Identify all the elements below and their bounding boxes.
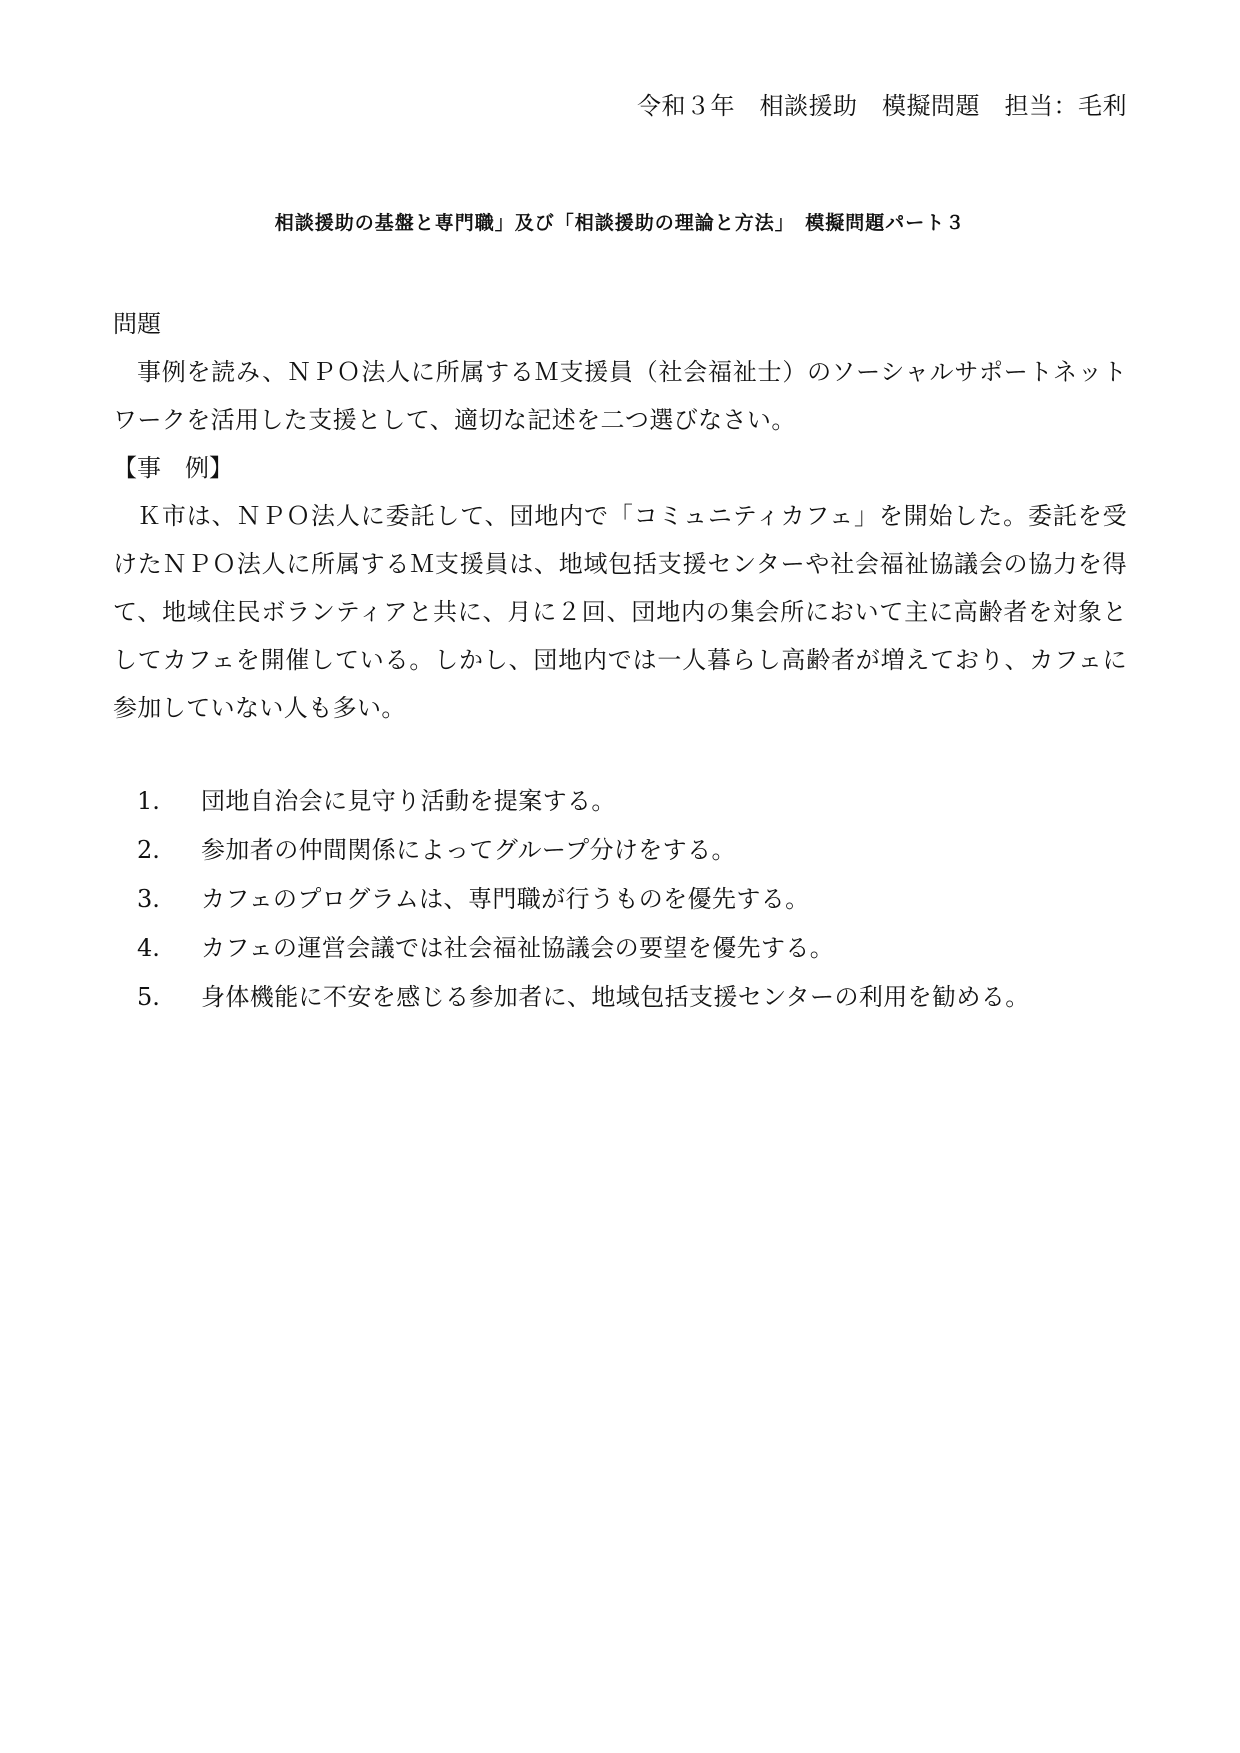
option-text: 参加者の仲間関係によってグループ分けをする。 [201, 836, 736, 864]
answer-option [137, 875, 1127, 924]
answer-option [137, 777, 1127, 826]
option-number: 2. [137, 836, 160, 864]
case-label: 【事 例】 [113, 454, 233, 482]
option-number: 5. [137, 983, 160, 1011]
answer-options [137, 777, 1127, 1022]
option-text: カフェのプログラムは、専門職が行うものを優先する。 [201, 885, 810, 913]
question-body [113, 300, 1127, 732]
answer-option [137, 973, 1127, 1022]
answer-option [137, 826, 1127, 875]
option-text: 身体機能に不安を感じる参加者に、地域包括支援センターの利用を勧める。 [201, 983, 1030, 1011]
question-label: 問題 [113, 310, 161, 338]
option-text: 団地自治会に見守り活動を提案する。 [201, 787, 616, 815]
document-title: 相談援助の基盤と専門職」及び「相談援助の理論と方法」 模擬問題パート３ [274, 212, 966, 234]
answer-option [137, 924, 1127, 973]
question-prompt: 事例を読み、ＮＰＯ法人に所属するＭ支援員（社会福祉士）のソーシャルサポートネットワークを活用した支援として、適切な記述を二つ選びなさい。 [113, 358, 1127, 434]
case-text: Ｋ市は、ＮＰＯ法人に委託して、団地内で「コミュニティカフェ」を開始した。委託を受けたＮＰＯ法人に所属するＭ支援員は、地域包括支援センターや社会福祉協議会の協力を得て、地域住民ボランティアと共に、月に２回、団地内の集会所において主に高齢者を対象としてカフェを開催している。しかし、団地内では一人暮らし高齢者が増えており、カフェに参加していない人も多い。 [113, 502, 1127, 722]
option-number: 1. [137, 787, 160, 815]
option-number: 3. [137, 885, 160, 913]
course-header: 令和３年 相談援助 模擬問題 担当：毛利 [637, 92, 1127, 120]
option-text: カフェの運営会議では社会福祉協議会の要望を優先する。 [201, 934, 835, 962]
option-number: 4. [137, 934, 160, 962]
